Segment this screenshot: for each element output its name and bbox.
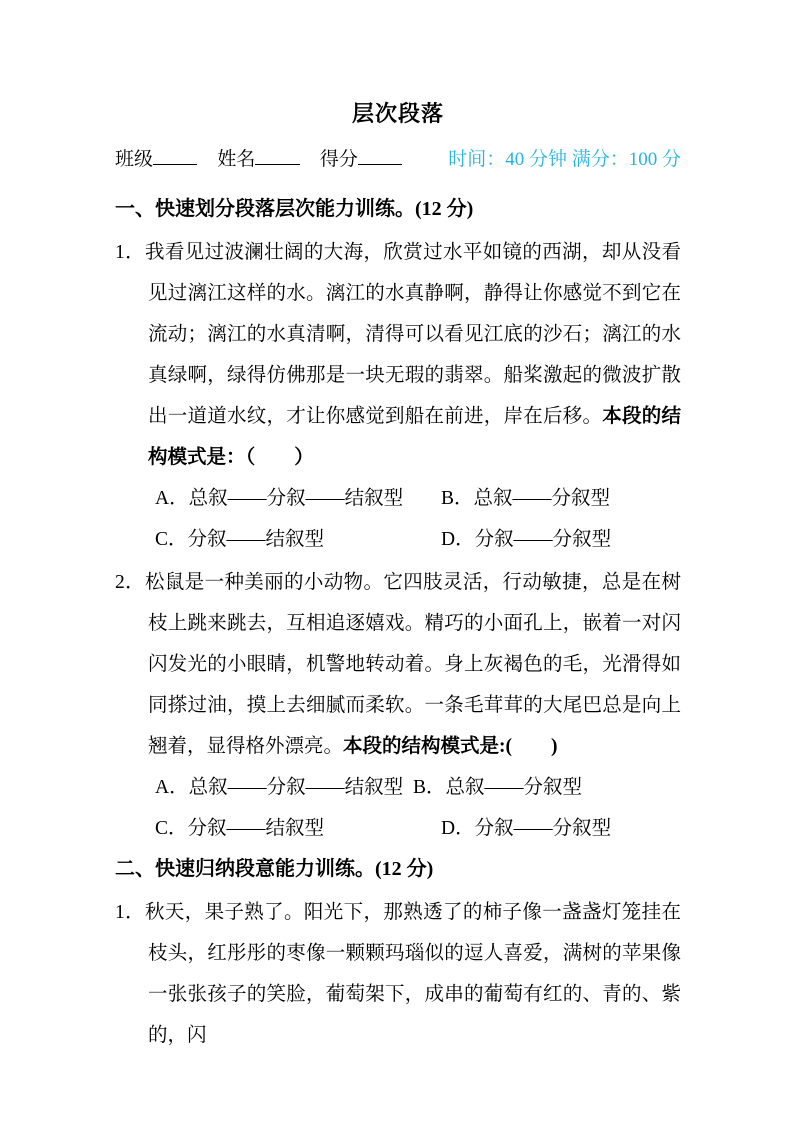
- section-1-question-1-options-row-1: [115, 478, 681, 519]
- name-blank-line: [255, 144, 299, 165]
- option-a: A．总叙——分叙——结叙型: [155, 487, 404, 509]
- question-prompt: 本段的结构模式是：（ ）: [148, 405, 681, 468]
- time-score-note: 时间：40 分钟 满分：100 分: [448, 148, 681, 170]
- question-number: 1．: [115, 241, 145, 263]
- class-blank-line: [153, 144, 197, 165]
- option-b: B．总叙——分叙型: [413, 776, 583, 798]
- class-label: 班级: [115, 148, 154, 170]
- option-d: D．分叙——分叙型: [441, 528, 612, 550]
- question-number: 2．: [115, 571, 145, 593]
- score-blank-line: [358, 144, 402, 165]
- section-1-question-2: [115, 562, 681, 767]
- option-b: B．总叙——分叙型: [441, 487, 611, 509]
- section-1-heading: 一、快速划分段落层次能力训练。(12 分): [115, 197, 474, 220]
- section-1-question-1-options-row-2: [115, 519, 681, 560]
- question-text: 我看见过波澜壮阔的大海，欣赏过水平如镜的西湖，却从没看见过漓江这样的水。漓江的水真静啊，静得让你感觉不到它在流动；漓江的水真清啊，清得可以看见江底的沙石；漓江的水真绿啊，绿得仿佛那是一块无瑕的翡翠。船桨激起的微波扩散出一道道水纹，才让你感觉到船在前进，岸在后移。: [144, 241, 681, 427]
- option-c: C．分叙——结叙型: [155, 528, 325, 550]
- option-c: C．分叙——结叙型: [155, 817, 325, 839]
- section-2-heading: 二、快速归纳段意能力训练。(12 分): [115, 857, 434, 880]
- question-number: 1．: [115, 901, 145, 923]
- section-2-question-1: [115, 892, 681, 1056]
- section-1-question-2-options-row-2: [115, 808, 681, 849]
- question-text: 松鼠是一种美丽的小动物。它四肢灵活，行动敏捷，总是在树枝上跳来跳去，互相追逐嬉戏。精巧的小面孔上，嵌着一对闪闪发光的小眼睛，机警地转动着。身上灰褐色的毛，光滑得如同搽过油，摸上去细腻而柔软。一条毛茸茸的大尾巴总是向上翘着，显得格外漂亮。: [144, 571, 681, 757]
- student-info-row: [115, 144, 681, 175]
- section-1-question-2-options-row-1: [115, 767, 681, 808]
- page-title: 层次段落: [351, 101, 444, 126]
- score-label: 得分: [319, 148, 358, 170]
- question-text: 秋天，果子熟了。阳光下，那熟透了的柿子像一盏盏灯笼挂在枝头，红彤彤的枣像一颗颗玛瑙似的逗人喜爱，满树的苹果像一张张孩子的笑脸，葡萄架下，成串的葡萄有红的、青的、紫的，闪: [144, 901, 681, 1046]
- section-1-question-1: [115, 232, 681, 478]
- option-d: D．分叙——分叙型: [441, 817, 612, 839]
- question-prompt: 本段的结构模式是:( ): [343, 735, 558, 757]
- option-a: A．总叙——分叙——结叙型: [155, 776, 404, 798]
- name-label: 姓名: [217, 148, 256, 170]
